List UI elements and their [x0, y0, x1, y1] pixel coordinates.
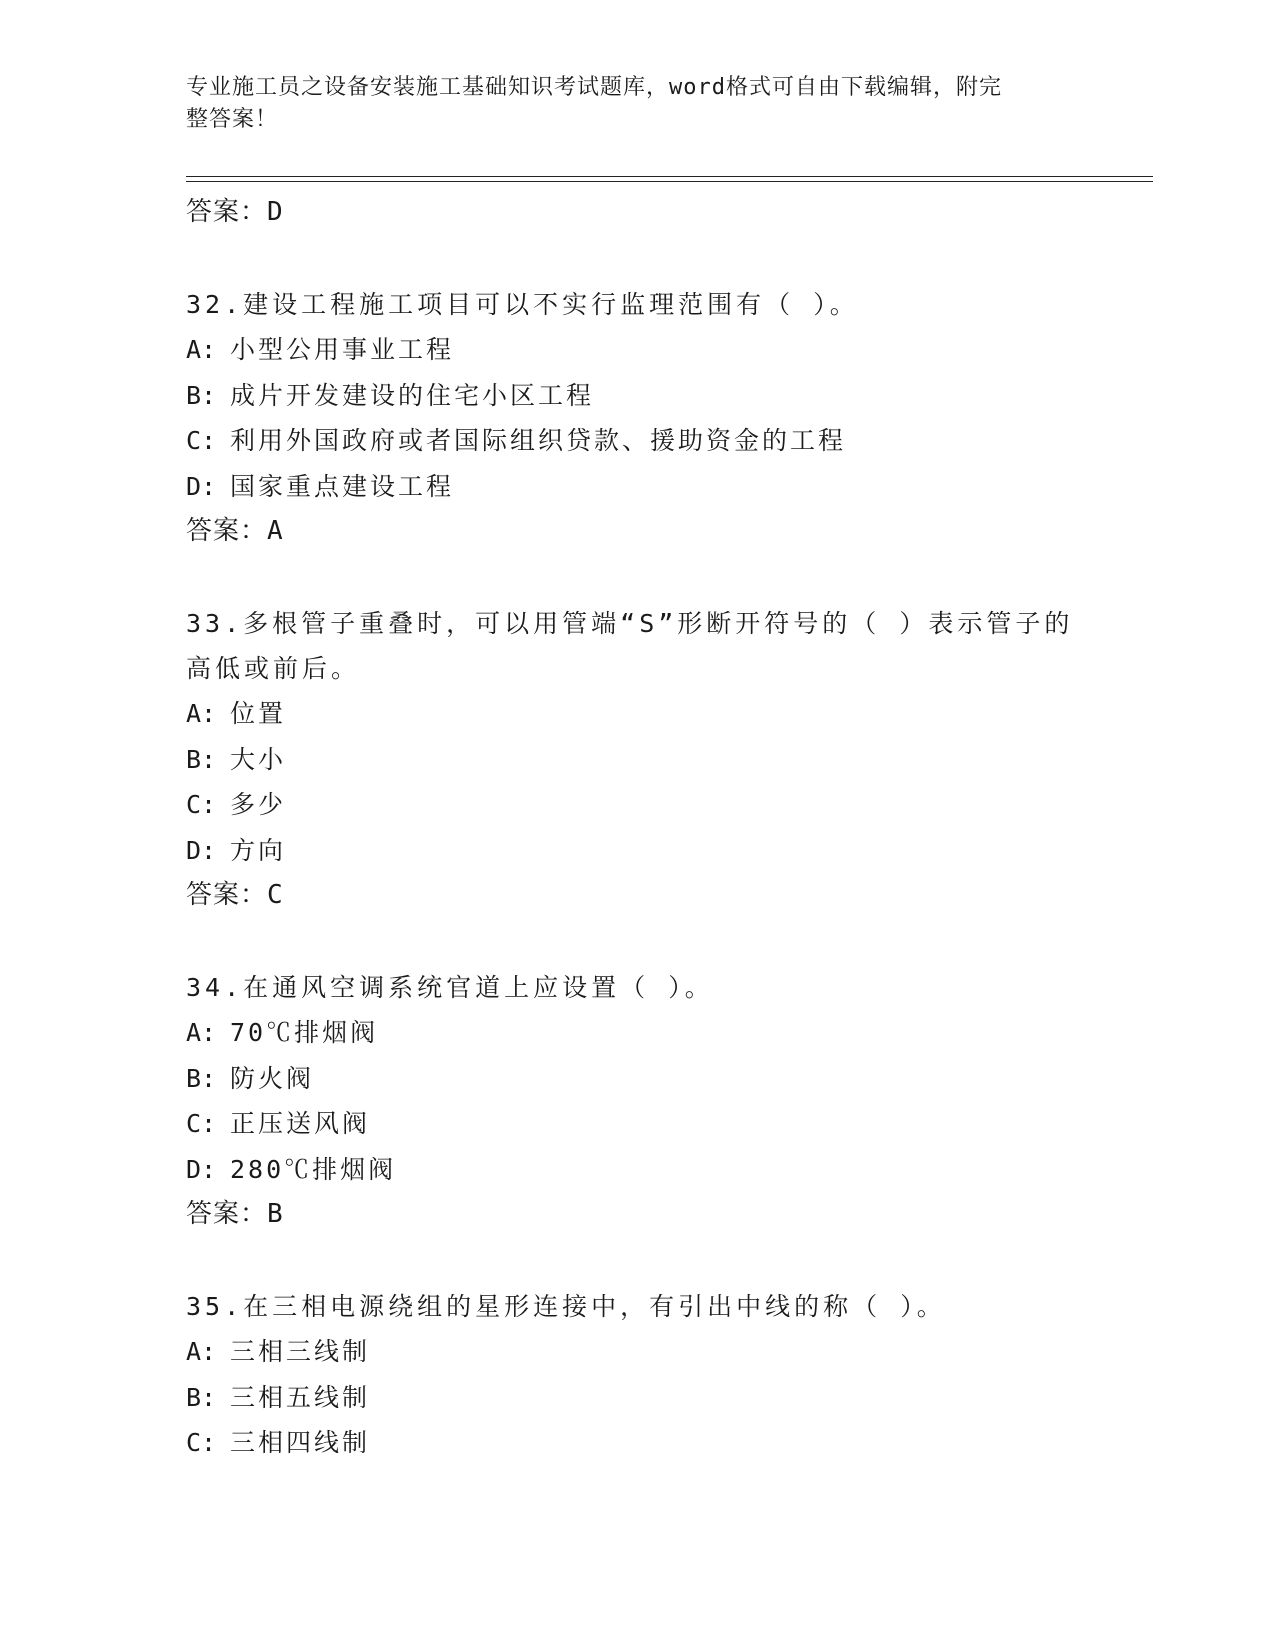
question-35: [186, 1284, 1146, 1466]
answer-label: 答案：: [186, 197, 268, 227]
question-stem: [186, 282, 1146, 327]
document-header: [186, 72, 1066, 136]
question-answer: 答案：A: [186, 516, 284, 546]
question-text: 建设工程施工项目可以不实行监理范围有（ ）。: [243, 290, 859, 319]
option-c: C: 多少: [186, 790, 287, 819]
question-answer: 答案：C: [186, 880, 284, 910]
answer-value: A: [267, 516, 284, 546]
question-33: [186, 601, 1146, 918]
option-b: B: 大小: [186, 744, 287, 774]
question-stem: [186, 601, 1146, 691]
answer-value: C: [267, 880, 284, 910]
question-number: 35.: [186, 1292, 244, 1321]
option-c: C: 三相四线制: [186, 1428, 371, 1457]
question-text-continued: 高低或前后。: [186, 654, 361, 683]
question-number: 33.: [186, 609, 244, 638]
option-d: D: 280℃排烟阀: [186, 1154, 397, 1184]
previous-answer: [186, 190, 1146, 235]
question-answer: 答案：B: [186, 1199, 284, 1229]
question-list: [186, 190, 1146, 1466]
answer-value: B: [267, 1199, 284, 1229]
header-rule-bottom: [186, 181, 1153, 182]
question-text: 多根管子重叠时，可以用管端“S”形断开符号的（ ）表示管子的: [243, 609, 1074, 638]
question-stem: [186, 965, 1146, 1010]
header-line-1: 专业施工员之设备安装施工基础知识考试题库，word格式可自由下载编辑，附完: [186, 75, 1002, 100]
option-c: C: 利用外国政府或者国际组织贷款、援助资金的工程: [186, 426, 847, 455]
option-b: B: 防火阀: [186, 1063, 315, 1093]
question-stem: [186, 1284, 1146, 1329]
question-32: [186, 282, 1146, 554]
question-text: 在三相电源绕组的星形连接中，有引出中线的称（ ）。: [243, 1292, 946, 1321]
question-34: [186, 965, 1146, 1237]
header-line-2: 整答案！: [186, 107, 279, 132]
question-number: 34.: [186, 973, 244, 1002]
question-number: 32.: [186, 290, 244, 319]
option-b: B: 成片开发建设的住宅小区工程: [186, 380, 595, 410]
option-c: C: 正压送风阀: [186, 1109, 371, 1138]
option-b: B: 三相五线制: [186, 1382, 371, 1412]
option-d: D: 方向: [186, 835, 287, 865]
question-text: 在通风空调系统官道上应设置（ ）。: [243, 973, 714, 1002]
option-a: A: 70℃排烟阀: [186, 1018, 379, 1047]
option-a: A: 位置: [186, 699, 287, 728]
header-rule-top: [186, 176, 1153, 177]
answer-value: D: [267, 197, 284, 227]
option-a: A: 三相三线制: [186, 1337, 371, 1366]
option-d: D: 国家重点建设工程: [186, 471, 455, 501]
option-a: A: 小型公用事业工程: [186, 335, 455, 364]
